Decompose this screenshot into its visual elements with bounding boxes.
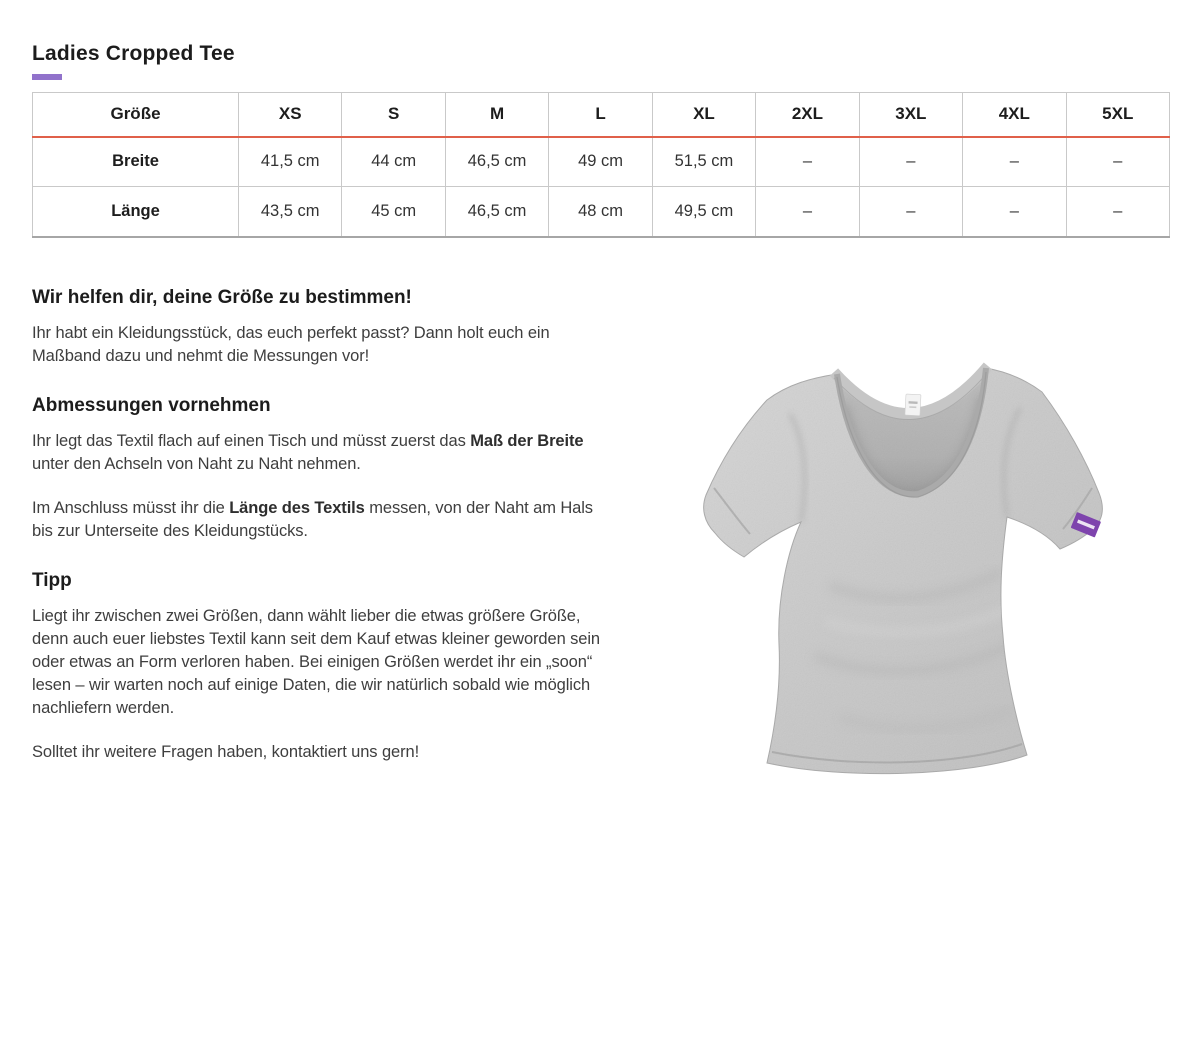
size-table-header-cell: 4XL bbox=[963, 93, 1066, 137]
size-value: – bbox=[859, 187, 962, 237]
size-value: – bbox=[963, 137, 1066, 187]
text-run: Im Anschluss müsst ihr die bbox=[32, 498, 230, 517]
size-table-header-cell: 3XL bbox=[859, 93, 962, 137]
size-value: – bbox=[756, 187, 859, 237]
intro-paragraph: Ihr habt ein Kleidungsstück, das euch perfekt passt? Dann holt euch ein Maßband dazu und nehmt die Messungen vor! bbox=[32, 323, 550, 365]
product-photo bbox=[617, 286, 1170, 791]
page-title: Ladies Cropped Tee bbox=[32, 42, 235, 65]
size-table-header-cell: L bbox=[549, 93, 652, 137]
bold-text-run: Maß der Breite bbox=[470, 431, 584, 450]
size-value: 41,5 cm bbox=[239, 137, 342, 187]
size-table-header-cell: 2XL bbox=[756, 93, 859, 137]
content-row bbox=[32, 286, 1170, 791]
size-value: 43,5 cm bbox=[239, 187, 342, 237]
size-table-header-cell: XS bbox=[239, 93, 342, 137]
measure-paragraph-width bbox=[32, 430, 617, 476]
text-run: messen, von der Naht am Hals bis zur Unterseite des Kleidungstücks. bbox=[32, 498, 593, 540]
size-value: 44 cm bbox=[342, 137, 445, 187]
row-label: Länge bbox=[33, 187, 239, 237]
size-table-header-cell: M bbox=[445, 93, 548, 137]
neck-size-label bbox=[905, 394, 921, 416]
measure-heading: Abmessungen vornehmen bbox=[32, 394, 271, 416]
size-value: 49 cm bbox=[549, 137, 652, 187]
size-value: 48 cm bbox=[549, 187, 652, 237]
tip-paragraph: Liegt ihr zwischen zwei Größen, dann wählt lieber die etwas größere Größe, denn auch euer liebstes Textil kann seit dem Kauf etwas kleiner geworden sein oder etwas an Form verloren haben. Bei einigen Größen werdet ihr ein „soon“ lesen – wir warten noch auf einige Daten, die wir natürlich sobald wie möglich nachliefern werden. bbox=[32, 606, 601, 717]
fabric-shading bbox=[630, 336, 1170, 791]
size-value: – bbox=[1066, 137, 1170, 187]
row-label: Breite bbox=[33, 137, 239, 187]
size-value: – bbox=[1066, 187, 1170, 237]
size-value: 51,5 cm bbox=[652, 137, 755, 187]
intro-heading: Wir helfen dir, deine Größe zu bestimmen! bbox=[32, 286, 412, 308]
tip-heading: Tipp bbox=[32, 569, 72, 591]
cropped-tee-graphic bbox=[630, 336, 1170, 791]
size-value: – bbox=[963, 187, 1066, 237]
size-value: 46,5 cm bbox=[445, 187, 548, 237]
size-table-header-row bbox=[33, 93, 1170, 137]
size-table-header-cell: XL bbox=[652, 93, 755, 137]
size-table-header-cell: S bbox=[342, 93, 445, 137]
size-table-row-width bbox=[33, 137, 1170, 187]
bold-text-run: Länge des Textils bbox=[229, 498, 365, 517]
size-help-text bbox=[32, 286, 617, 791]
size-value: 46,5 cm bbox=[445, 137, 548, 187]
measure-paragraph-length bbox=[32, 497, 617, 543]
size-table-header-cell: Größe bbox=[33, 93, 239, 137]
text-run: Ihr legt das Textil flach auf einen Tisch und müsst zuerst das bbox=[32, 431, 471, 450]
title-underline-accent bbox=[32, 74, 62, 80]
size-table-row-length bbox=[33, 187, 1170, 237]
size-value: 45 cm bbox=[342, 187, 445, 237]
contact-paragraph: Solltet ihr weitere Fragen haben, kontaktiert uns gern! bbox=[32, 742, 420, 761]
size-table-header-cell: 5XL bbox=[1066, 93, 1170, 137]
size-table bbox=[32, 92, 1170, 238]
size-value: – bbox=[756, 137, 859, 187]
text-run: unter den Achseln von Naht zu Naht nehmen. bbox=[32, 454, 361, 473]
size-value: – bbox=[859, 137, 962, 187]
size-value: 49,5 cm bbox=[652, 187, 755, 237]
